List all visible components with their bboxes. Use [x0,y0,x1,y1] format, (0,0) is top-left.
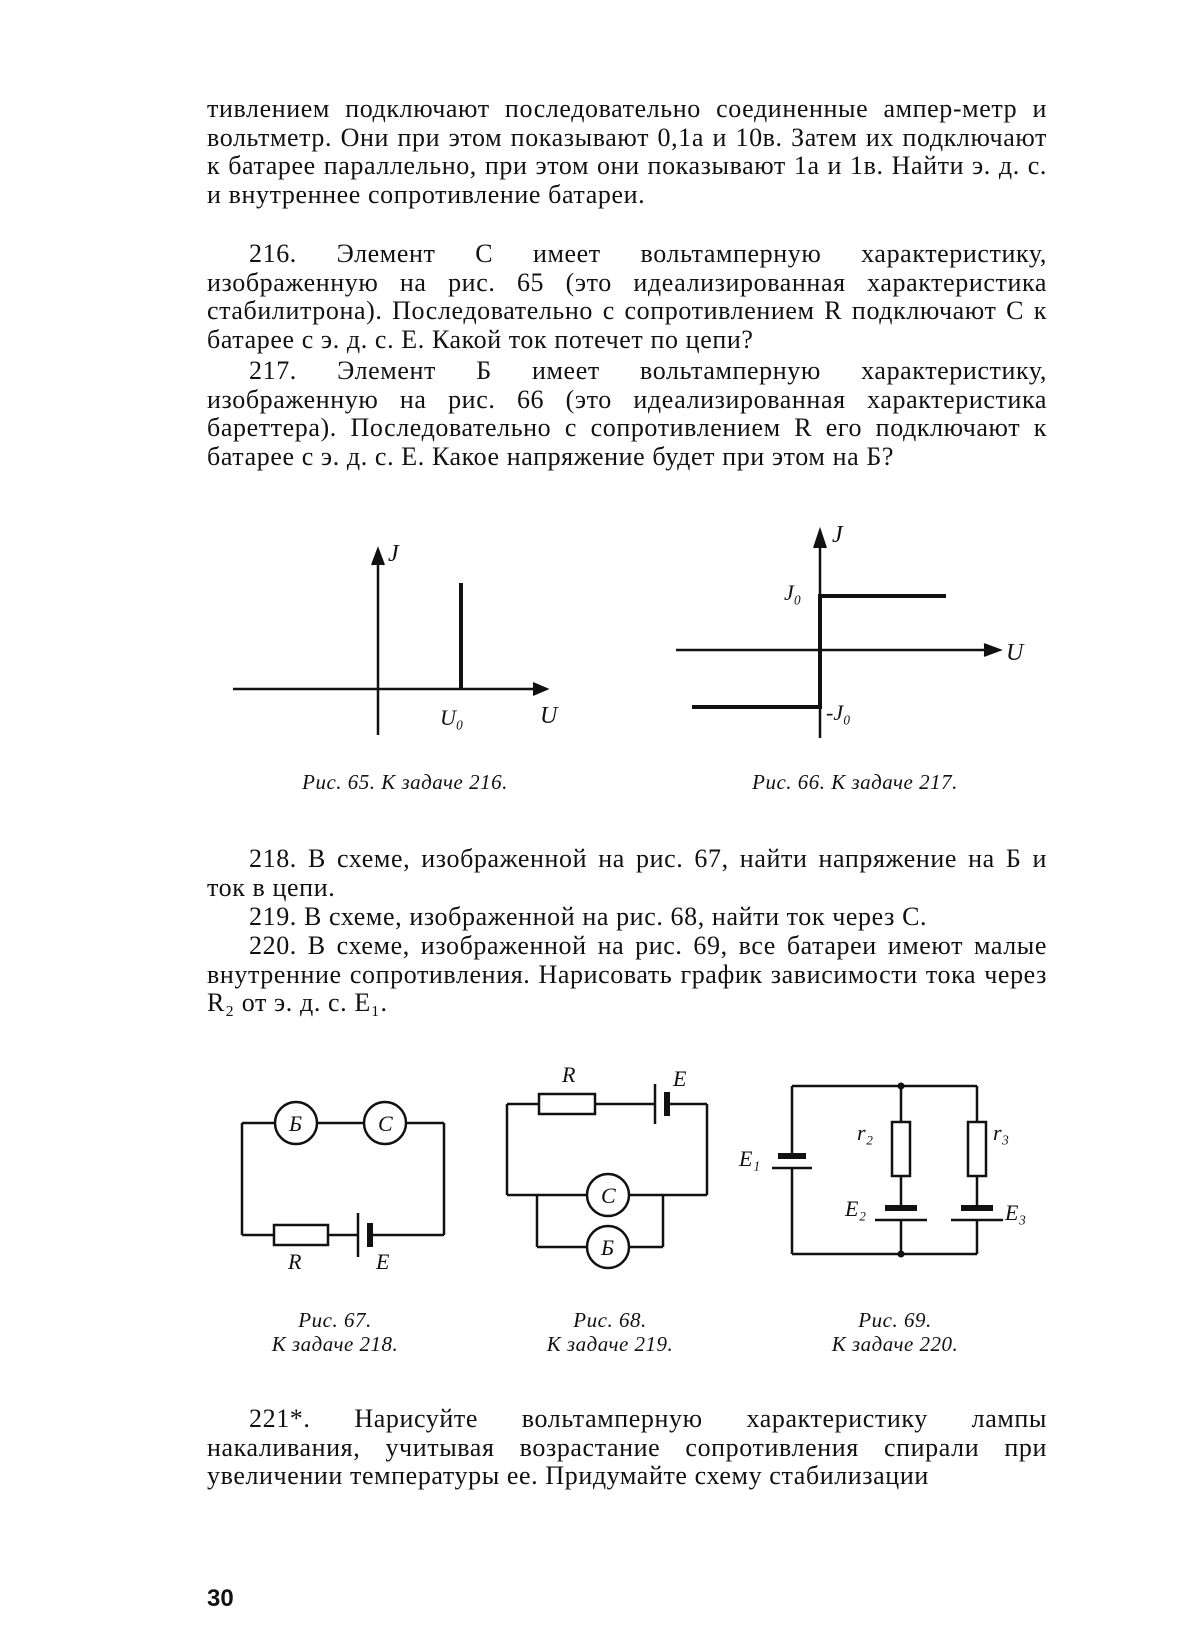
fig67-caption-line1: Рис. 67. [298,1308,372,1332]
paragraph-continuation: тивлением подключают последовательно соединенные ампер-метр и вольтметр. Они при этом показывают 0,1а и 10в. Затем их подключают к батарее параллельно, при этом они показывают 1а и 1в. Найти э. д. с. и внутреннее сопротивление батареи. [207,94,1047,209]
fig65-j-arrow [372,549,384,565]
fig68-resistor [539,1094,595,1114]
fig66-j0-label: J₀ [784,580,802,605]
fig68-c-label: C [601,1183,616,1208]
fig68-e-label: E [673,1066,687,1091]
fig69-e3-label: E₃ [1005,1200,1027,1225]
fig65-u-arrow [533,683,547,695]
fig67-c-label: C [378,1111,393,1136]
problem-217: 217. Элемент Б имеет вольтамперную характеристику, изображенную на рис. 66 (это идеализированная характеристика бареттера). Последовательно с сопротивлением R его подключают к батарее с э. д. с. E. Какое напряжение будет при этом на Б? [207,356,1047,471]
fig69-r3-label: r₃ [993,1120,1010,1145]
fig69-e2-label: E₂ [845,1196,867,1221]
fig69-r2 [892,1122,910,1176]
fig65-u-label: U [540,703,558,729]
fig69-caption [800,1308,990,1356]
fig66-j-label: J [832,522,843,548]
fig68-caption [510,1308,710,1356]
fig68-caption-line1: Рис. 68. [573,1308,647,1332]
fig67-caption [240,1308,430,1356]
fig68-r-label: R [562,1062,576,1087]
fig68-caption-line2: К задаче 219. [546,1332,674,1356]
fig66-u-label: U [1006,640,1024,666]
fig67-r-label: R [288,1249,302,1274]
fig69-r3 [968,1122,986,1176]
figure-69 [735,1070,1035,1270]
fig66-j-arrow [814,530,826,548]
fig66-characteristic-line [692,596,946,707]
figure-68 [495,1060,725,1280]
page-number: 30 [207,1585,234,1612]
fig69-r2-label: r₂ [857,1120,874,1145]
problem-221: 221*. Нарисуйте вольтамперную характеристику лампы накаливания, учитывая возрастание сопротивления спирали при увеличении температуры ее. Придумайте схему стабилизации [207,1404,1047,1490]
fig69-caption-line2: К задаче 220. [831,1332,959,1356]
figure-65 [225,535,565,745]
fig69-caption-line1: Рис. 69. [858,1308,932,1332]
fig67-b-label: Б [289,1111,302,1136]
fig67-caption-line2: К задаче 218. [271,1332,399,1356]
fig67-resistor [274,1225,328,1245]
problem-218: 218. В схеме, изображенной на рис. 67, найти напряжение на Б и ток в цепи. [207,844,1047,902]
figure-67 [230,1085,460,1285]
problem-220: 220. В схеме, изображенной на рис. 69, все батареи имеют малые внутренние сопротивления. Нарисовать график зависимости тока через R₂ от э. д. с. E₁. [207,931,1047,1017]
fig65-j-label: J [388,541,399,567]
fig66-caption: Рис. 66. К задаче 217. [752,770,958,794]
fig66-minus-j0-label: -J₀ [826,700,851,725]
fig68-b-label: Б [601,1235,614,1260]
problem-219: 219. В схеме, изображенной на рис. 68, найти ток через C. [249,902,928,931]
fig67-e-label: E [376,1249,390,1274]
fig65-caption: Рис. 65. К задаче 216. [302,770,508,794]
fig65-u0-label: U₀ [440,705,464,730]
fig66-u-arrow [984,644,1000,656]
figure-66 [668,520,1038,750]
problem-216: 216. Элемент C имеет вольтамперную характеристику, изображенную на рис. 65 (это идеализированная характеристика стабилитрона). Последовательно с сопротивлением R подключают C к батарее с э. д. с. E. Какой ток потечет по цепи? [207,239,1047,354]
fig69-e1-label: E₁ [739,1146,761,1171]
